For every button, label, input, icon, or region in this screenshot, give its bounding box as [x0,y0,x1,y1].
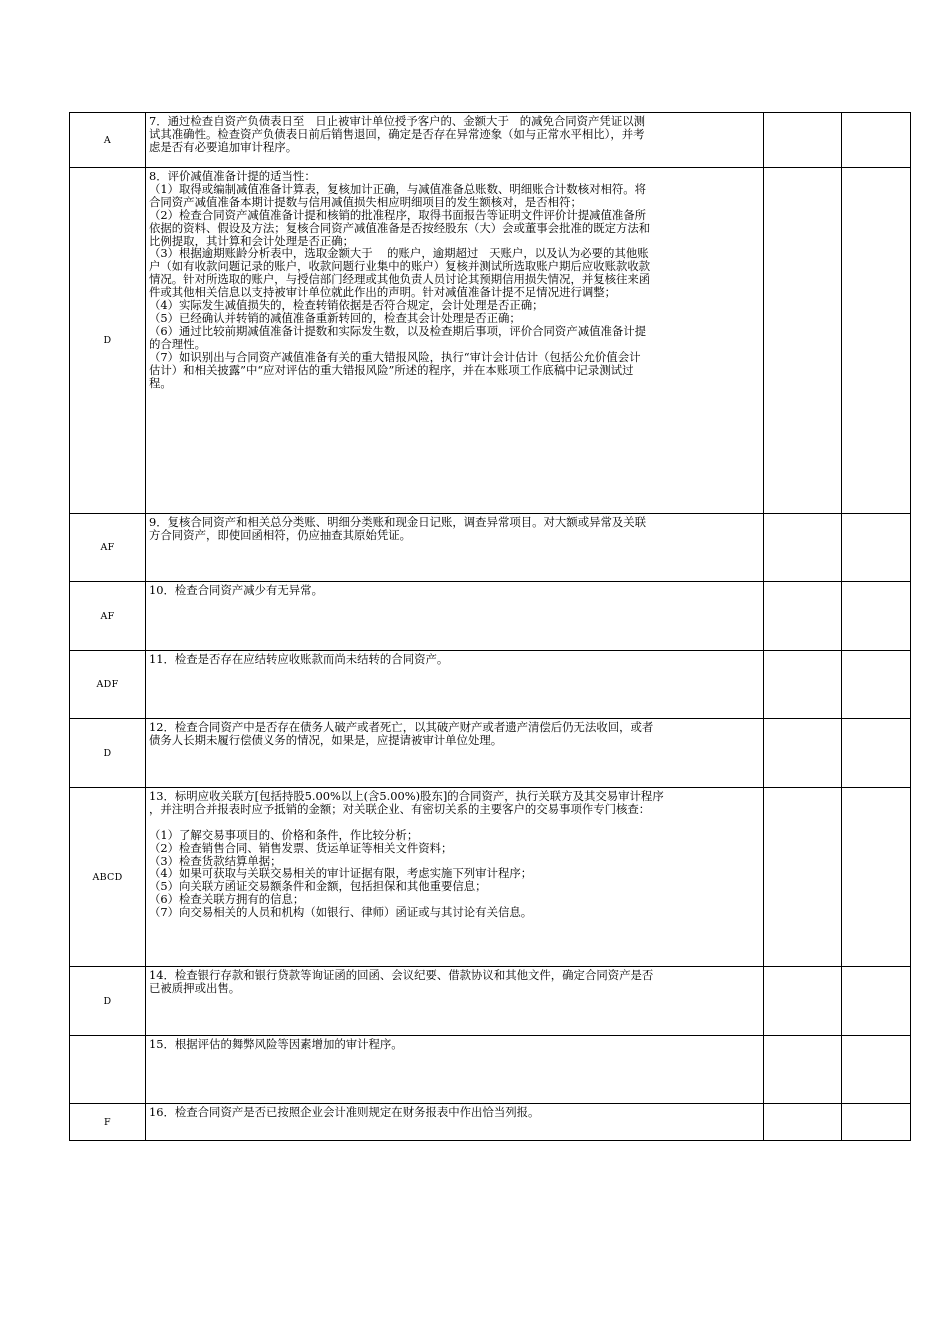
procedure-text-line: 债务人长期未履行偿债义务的情况，如果是，应提请被审计单位处理。 [149,732,503,747]
execution-cell [764,582,842,651]
procedure-text-line [149,816,759,829]
procedure-text-line: （7）如识别出与合同资产减值准备有关的重大错报风险，执行“审计会计估计（包括公允价值会计 [149,349,641,364]
audit-objective-cell: D [70,719,146,788]
audit-objective-cell [70,1036,146,1104]
procedure-row [70,1104,911,1141]
execution-cell [764,651,842,719]
procedure-text-line: （3）根据逾期账龄分析表中，选取金额大于 的账户，逾期超过 天账户，以及认为必要的其他账 [149,246,649,261]
procedure-text-line: 14．检查银行存款和银行贷款等询证函的回函、会议纪要、借款协议和其他文件，确定合同资产是否 [149,968,654,982]
procedure-text-line: 11．检查是否存在应结转应收账款而尚未结转的合同资产。 [149,652,449,666]
procedure-text-cell [146,1036,764,1104]
procedure-row [70,967,911,1036]
procedure-text-line: （6）检查关联方拥有的信息； [149,892,305,907]
execution-cell [764,719,842,788]
procedure-text-line: 依据的资料、假设及方法；复核合同资产减值准备是否按经股东（大）会或董事会批准的既定方法和 [149,220,651,235]
procedure-text-cell [146,719,764,788]
execution-cell [764,113,842,168]
procedure-text-line: 估计）和相关披露”中“应对评估的重大错报风险”所述的程序，并在本账项工作底稿中记录测试过 [149,362,634,377]
procedure-text-cell [146,582,764,651]
procedure-text-cell [146,514,764,582]
procedure-row [70,788,911,967]
reference-cell [842,967,911,1036]
procedure-text-line: （5）向关联方函证交易额条件和金额，包括担保和其他重要信息； [149,879,487,894]
procedure-text-cell [146,967,764,1036]
procedure-row [70,1036,911,1104]
procedure-text-cell [146,113,764,168]
audit-objective-cell: D [70,168,146,514]
procedure-text-line: （4）实际发生减值损失的，检查转销依据是否符合规定，会计处理是否正确； [149,298,544,313]
procedure-text-line: 情况。针对所选取的账户，与授信部门经理或其他负责人员讨论其预期信用损失情况，并复核往来函 [149,272,651,287]
audit-objective-cell: F [70,1104,146,1141]
reference-cell [842,719,911,788]
procedure-text-line: 合同资产减值准备本期计提数与信用减值损失相应明细项目的发生额核对，是否相符； [149,194,582,209]
procedure-text-line: （6）通过比较前期减值准备计提数和实际发生数，以及检查期后事项，评价合同资产减值准备计提 [149,323,647,338]
audit-objective-cell: ADF [70,651,146,719]
procedure-text-line: 9．复核合同资产和相关总分类账、明细分类账和现金日记账，调查异常项目。对大额或异常及关联 [149,515,647,529]
procedure-text-line: 试其准确性。检查资产负债表日前后销售退回，确定是否存在异常迹象（如与正常水平相比），并考 [149,126,645,141]
procedure-text-line: 13．标明应收关联方[包括持股5.00%以上(含5.00%)股东]的合同资产，执行关联方及其交易审计程序 [149,789,664,803]
execution-cell [764,1104,842,1141]
reference-cell [842,788,911,967]
procedure-text-line: 的合理性。 [149,336,206,351]
procedure-row [70,168,911,514]
procedure-text-line: （7）向交易相关的人员和机构（如银行、律师）函证或与其讨论有关信息。 [149,905,533,920]
reference-cell [842,1104,911,1141]
procedure-text-line: 12．检查合同资产中是否存在债务人破产或者死亡，以其破产财产或者遗产清偿后仍无法收回，或者 [149,720,654,734]
reference-cell [842,514,911,582]
audit-objective-cell: D [70,967,146,1036]
procedure-row [70,113,911,168]
procedure-text-line: 户（如有收款问题记录的账户，收款问题行业集中的账户）复核并测试所选取账户期后应收账款收款 [149,259,651,274]
procedure-text-line: 10．检查合同资产减少有无异常。 [149,583,323,597]
procedure-text-cell [146,1104,764,1141]
execution-cell [764,514,842,582]
procedure-text-line: （4）如果可获取与关联交易相关的审计证据有限，考虑实施下列审计程序； [149,866,533,881]
procedure-row [70,582,911,651]
procedure-text-line: 比例提取，其计算和会计处理是否正确； [149,233,355,248]
procedure-text-cell [146,168,764,514]
procedure-row [70,719,911,788]
procedure-text-line: 7．通过检查自资产负债表日至 日止被审计单位授予客户的、金额大于 的减免合同资产凭证以测 [149,114,645,128]
procedure-text-line: 件或其他相关信息以支持被审计单位就此作出的声明。针对减值准备计提不足情况进行调整； [149,285,617,300]
procedure-text-line: 已被质押或出售。 [149,980,241,995]
reference-cell [842,113,911,168]
procedure-text-line: （3）检查货款结算单据； [149,853,282,868]
procedure-text-line: （1）了解交易事项目的、价格和条件，作比较分析； [149,827,419,842]
reference-cell [842,582,911,651]
procedure-text-line: （2）检查合同资产减值准备计提和核销的批准程序，取得书面报告等证明文件评价计提减值准备所 [149,207,647,222]
execution-cell [764,788,842,967]
audit-objective-cell: ABCD [70,788,146,967]
execution-cell [764,967,842,1036]
audit-objective-cell: A [70,113,146,168]
audit-objective-cell: AF [70,514,146,582]
procedure-text-line: 8．评价减值准备计提的适当性： [149,169,316,183]
audit-procedures-table [69,112,911,1141]
procedure-text-line: 程。 [149,375,172,390]
audit-objective-cell: AF [70,582,146,651]
procedure-text-line: （2）检查销售合同、销售发票、货运单证等相关文件资料； [149,840,453,855]
procedure-row [70,514,911,582]
procedure-text-line: （5）已经确认并转销的减值准备重新转回的，检查其会计处理是否正确； [149,310,521,325]
procedure-text-line: 方合同资产，即使回函相符，仍应抽查其原始凭证。 [149,527,411,542]
procedure-row [70,651,911,719]
procedure-text-cell [146,651,764,719]
procedure-text-line: 15．根据评估的舞弊风险等因素增加的审计程序。 [149,1037,403,1051]
procedure-text-line: （1）取得或编制减值准备计算表，复核加计正确，与减值准备总账数、明细账合计数核对相符。将 [149,181,647,196]
reference-cell [842,1036,911,1104]
execution-cell [764,168,842,514]
procedure-text-line: 16．检查合同资产是否已按照企业会计准则规定在财务报表中作出恰当列报。 [149,1105,540,1119]
procedure-text-cell [146,788,764,967]
execution-cell [764,1036,842,1104]
procedure-text-line: ，并注明合并报表时应予抵销的金额；对关联企业、有密切关系的主要客户的交易事项作专门核查： [149,801,651,816]
procedure-text-line: 虑是否有必要追加审计程序。 [149,139,298,154]
reference-cell [842,651,911,719]
reference-cell [842,168,911,514]
